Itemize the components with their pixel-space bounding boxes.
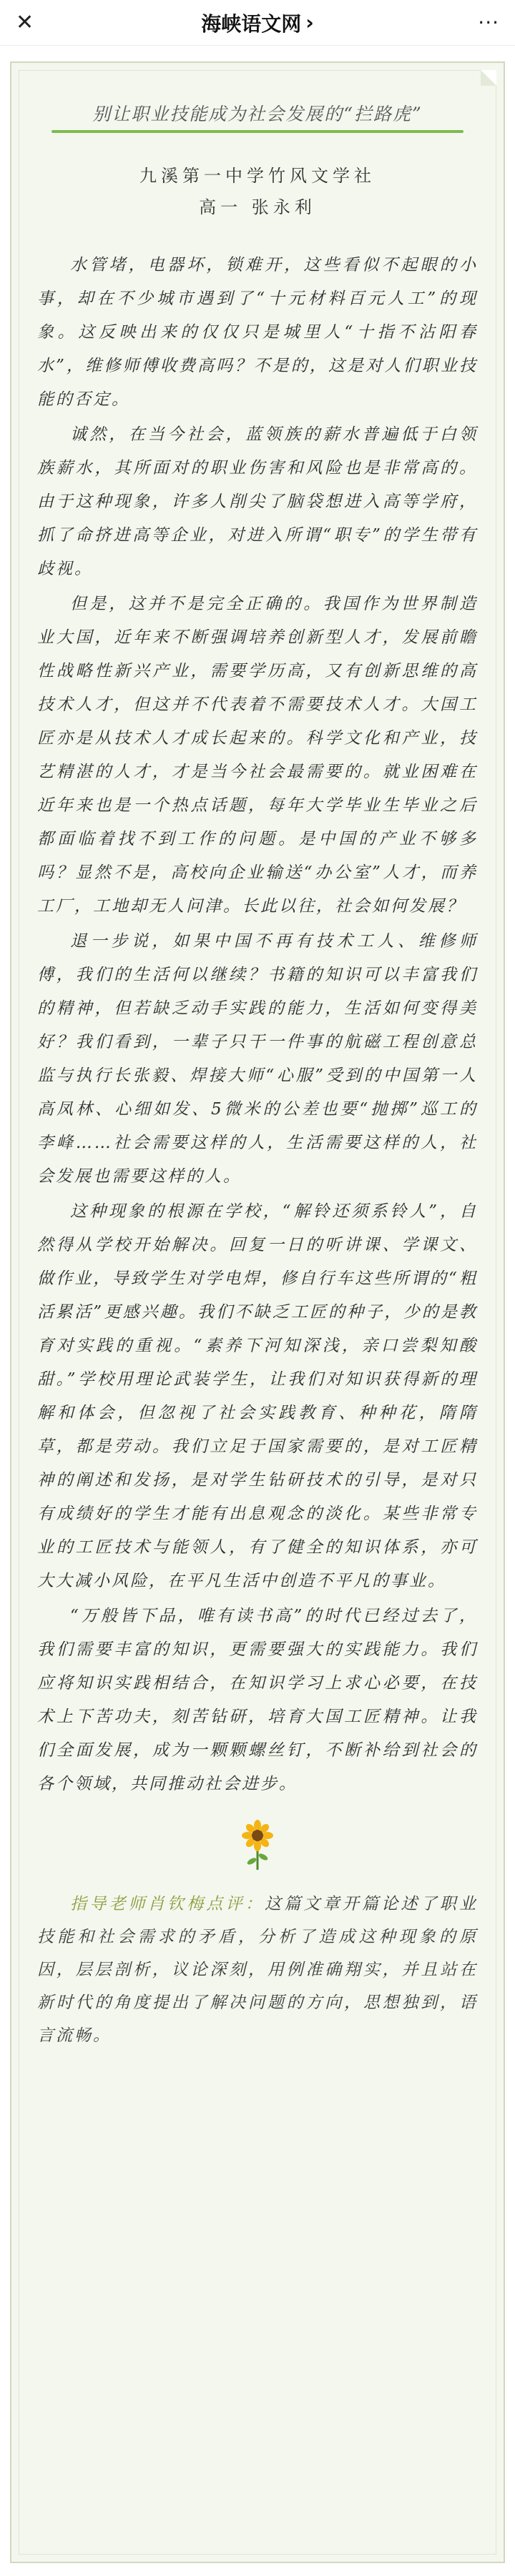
close-icon[interactable]: ✕ bbox=[16, 10, 34, 35]
chevron-right-icon: › bbox=[305, 11, 314, 34]
essay-author: 高一 张永利 bbox=[199, 197, 316, 217]
article-paper bbox=[10, 61, 505, 2563]
essay-paragraph: 水管堵，电器坏，锁难开，这些看似不起眼的小事，却在不少城市遇到了“十元材料百元人工”的现象。这反映出来的仅仅只是城里人“十指不沾阳春水”，维修师傅收费高吗？不是的，这是对人们职业技能的否定。 bbox=[37, 256, 478, 409]
sunflower-icon bbox=[37, 1820, 478, 1871]
more-icon[interactable]: ··· bbox=[478, 11, 499, 34]
essay-paragraph: 退一步说，如果中国不再有技术工人、维修师傅，我们的生活何以继续？书籍的知识可以丰富我们的精神，但若缺乏动手实践的能力，生活如何变得美好？我们看到，一辈子只干一件事的航磁工程创意总监与执行长张毅、焊接大师“心服”受到的中国第一人高凤林、心细如发、5微米的公差也要“抛掷”巡工的李峰……社会需要这样的人，生活需要这样的人，社会发展也需要这样的人。 bbox=[37, 932, 478, 1186]
essay-body bbox=[37, 249, 478, 1801]
account-name: 海峡语文网 bbox=[201, 11, 302, 36]
teacher-comment bbox=[37, 1888, 478, 2052]
essay-paragraph: 这种现象的根源在学校，“解铃还须系铃人”，自然得从学校开始解决。回复一日的听讲课、学课文、做作业，导致学生对学电焊，修自行车这些所谓的“粗活累活”更感兴趣。我们不缺乏工匠的种子，少的是教育对实践的重视。“素养下河知深浅，亲口尝梨知酸甜。”学校用理论武装学生，让我们对知识获得新的理解和体会，但忽视了社会实践教育、种种花，隋隋草，都是劳动。我们立足于国家需要的，是对工匠精神的阐述和发扬，是对学生钻研技术的引导，是对只有成绩好的学生才能有出息观念的淡化。某些非常专业的工匠技术与能领人，有了健全的知识体系，亦可大大减小风险，在平凡生活中创造不平凡的事业。 bbox=[37, 1202, 478, 1590]
essay-school: 九溪第一中学竹风文学社 bbox=[139, 166, 376, 186]
essay-paragraph: 但是，这并不是完全正确的。我国作为世界制造业大国，近年来不断强调培养创新型人才，发展前瞻性战略性新兴产业，需要学历高，又有创新思维的高技术人才，但这并不代表着不需要技术人才。大国工匠亦是从技术人才成长起来的。科学文化和产业，技艺精湛的人才，才是当今社会最需要的。就业困难在近年来也是一个热点话题，每年大学毕业生毕业之后都面临着找不到工作的问题。是中国的产业不够多吗？显然不是，高校向企业输送“办公室”人才，而养工厂，工地却无人问津。长此以往，社会如何发展？ bbox=[37, 595, 478, 916]
comment-label: 指导老师肖钦梅点评： bbox=[70, 1895, 265, 1913]
comment-text: 这篇文章开篇论述了职业技能和社会需求的矛盾，分析了造成这种现象的原因，层层剖析，议论深刻，用例准确翔实，并且站在新时代的角度提出了解决问题的方向，思想独到，语言流畅。 bbox=[37, 1895, 479, 2045]
top-bar bbox=[0, 0, 515, 46]
essay-title: 别让职业技能成为社会发展的“拦路虎” bbox=[92, 104, 423, 124]
essay-paragraph: 诚然，在当今社会，蓝领族的薪水普遍低于白领族薪水，其所面对的职业伤害和风险也是非常高的。由于这种现象，许多人削尖了脑袋想进入高等学府，抓了命挤进高等企业，对进入所谓“职专”的学生带有歧视。 bbox=[37, 425, 478, 578]
sunflower-graphic bbox=[240, 1820, 275, 1871]
account-title[interactable] bbox=[201, 9, 314, 37]
essay-paragraph: “万般皆下品，唯有读书高”的时代已经过去了，我们需要丰富的知识，更需要强大的实践能力。我们应将知识实践相结合，在知识学习上求心必要，在技术上下苦功夫，刻苦钻研，培育大国工匠精神。让我们全面发展，成为一颗颗螺丝钉，不断补给到社会的各个领域，共同推动社会进步。 bbox=[37, 1607, 478, 1793]
title-underline bbox=[52, 130, 464, 133]
